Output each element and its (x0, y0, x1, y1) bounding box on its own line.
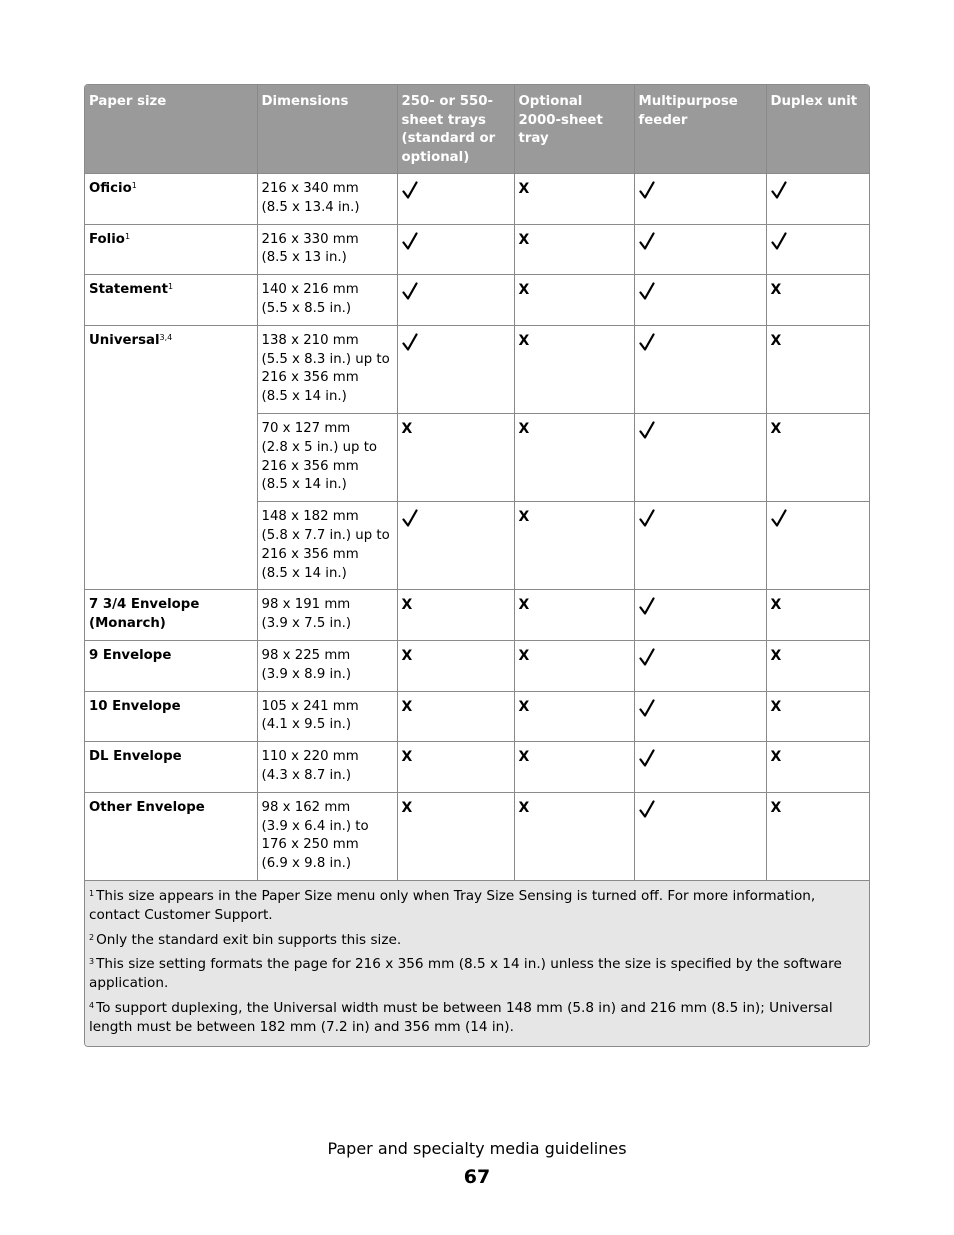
dimensions-cell (257, 640, 397, 691)
check-icon (639, 508, 655, 527)
paper-size-label: Folio (89, 231, 125, 247)
dimension-line: (5.8 x 7.7 in.) up to (261, 527, 390, 543)
dimension-line: (8.5 x 14 in.) (261, 565, 347, 581)
support-cell (766, 742, 869, 793)
check-icon (771, 508, 787, 527)
footnote-text: To support duplexing, the Universal width must be between 148 mm (5.8 in) and 216 mm (8.5 in); Universal length must be between 182 mm (7.2 in) and 356 mm (14 in). (89, 999, 833, 1035)
paper-size-cell (85, 792, 257, 880)
dimension-line: (3.9 x 8.9 in.) (261, 666, 352, 682)
support-cell (397, 640, 514, 691)
dimension-line: (8.5 x 13 in.) (261, 250, 347, 266)
table-row (85, 792, 869, 880)
footnote (89, 999, 865, 1037)
x-mark: X (401, 749, 413, 766)
dimension-line: (5.5 x 8.3 in.) up to (261, 351, 390, 367)
footnote-ref: 3,4 (159, 332, 173, 342)
dimension-line: 216 x 356 mm (261, 546, 359, 562)
x-mark: X (518, 749, 530, 766)
dimension-line: (8.5 x 13.4 in.) (261, 199, 360, 215)
support-cell (397, 792, 514, 880)
paper-size-label: 10 Envelope (89, 698, 181, 714)
paper-size-label: Oficio (89, 181, 132, 196)
x-mark: X (401, 647, 413, 664)
check-icon (402, 231, 418, 250)
table-row (85, 691, 869, 742)
x-mark: X (518, 799, 530, 816)
support-cell (634, 174, 766, 225)
check-icon (402, 180, 418, 199)
table-row (85, 590, 869, 641)
support-cell (634, 590, 766, 641)
support-cell (397, 691, 514, 742)
x-mark: X (770, 647, 782, 664)
check-icon (639, 231, 655, 250)
footer-section-title: Paper and specialty media guidelines (327, 1139, 627, 1158)
table-row (85, 325, 869, 413)
support-cell (397, 742, 514, 793)
dimension-line: 110 x 220 mm (261, 749, 359, 765)
dimension-line: 70 x 127 mm (261, 420, 351, 436)
check-icon (639, 420, 655, 439)
x-mark: X (401, 698, 413, 715)
paper-size-label: Universal (89, 332, 160, 348)
header-dimensions: Dimensions (257, 85, 397, 174)
dimension-line: (8.5 x 14 in.) (261, 389, 347, 405)
dimension-line: 138 x 210 mm (261, 332, 359, 348)
x-mark: X (401, 597, 413, 614)
dimension-line: 98 x 225 mm (261, 647, 351, 663)
check-icon (402, 508, 418, 527)
dimensions-cell (257, 275, 397, 326)
support-cell (634, 325, 766, 413)
support-cell (766, 590, 869, 641)
footnote (89, 955, 865, 993)
check-icon (639, 596, 655, 615)
support-cell (514, 325, 634, 413)
support-cell (634, 275, 766, 326)
dimension-line: 105 x 241 mm (261, 698, 359, 714)
support-cell (634, 792, 766, 880)
header-2000-sheet-tray: Optional 2000-sheet tray (514, 85, 634, 174)
paper-size-cell (85, 640, 257, 691)
check-icon (639, 698, 655, 717)
footnote-ref: 1 (131, 181, 137, 190)
footnotes-row (85, 880, 869, 1046)
x-mark: X (770, 332, 782, 349)
footnote-number: 4 (89, 1000, 95, 1010)
support-cell (514, 742, 634, 793)
footnote-ref: 1 (167, 282, 174, 292)
table-row (85, 174, 869, 225)
x-mark: X (770, 420, 782, 437)
support-cell (634, 502, 766, 590)
footnote-number: 3 (89, 957, 95, 967)
support-cell (766, 224, 869, 275)
table-row (85, 224, 869, 275)
paper-size-cell (85, 224, 257, 275)
dimension-line: 98 x 191 mm (261, 597, 351, 613)
paper-size-label: Statement (89, 282, 168, 298)
support-cell (766, 275, 869, 326)
dimension-line: (8.5 x 14 in.) (261, 477, 347, 493)
support-cell (514, 640, 634, 691)
table-header-row (85, 85, 869, 174)
footnote-number: 2 (89, 932, 95, 942)
table-row (85, 275, 869, 326)
header-standard-trays: 250- or 550-sheet trays (standard or optional) (397, 85, 514, 174)
dimension-line: (2.8 x 5 in.) up to (261, 439, 378, 455)
support-cell (514, 275, 634, 326)
support-cell (634, 691, 766, 742)
check-icon (639, 180, 655, 199)
dimension-line: (4.3 x 8.7 in.) (261, 767, 352, 783)
support-cell (397, 590, 514, 641)
support-cell (634, 640, 766, 691)
dimension-line: (4.1 x 9.5 in.) (261, 717, 352, 733)
support-cell (766, 640, 869, 691)
check-icon (771, 180, 787, 199)
check-icon (639, 799, 655, 818)
dimension-line: (6.9 x 9.8 in.) (261, 856, 352, 872)
dimension-line: (3.9 x 6.4 in.) to (261, 818, 369, 834)
paper-size-cell (85, 325, 257, 590)
header-paper-size: Paper size (85, 85, 257, 174)
support-cell (766, 502, 869, 590)
x-mark: X (518, 332, 530, 349)
support-cell (514, 691, 634, 742)
paper-size-cell (85, 742, 257, 793)
support-cell (397, 325, 514, 413)
dimension-line: 216 x 356 mm (261, 458, 359, 474)
support-cell (634, 742, 766, 793)
x-mark: X (518, 181, 530, 197)
x-mark: X (770, 749, 782, 766)
x-mark: X (518, 282, 530, 299)
paper-size-cell (85, 691, 257, 742)
support-cell (766, 691, 869, 742)
paper-size-label: 9 Envelope (89, 647, 172, 663)
table-row (85, 742, 869, 793)
x-mark: X (518, 509, 530, 526)
paper-size-label: 7 3/4 Envelope (Monarch) (89, 597, 200, 632)
footnote-number: 1 (89, 888, 95, 898)
dimensions-cell (257, 590, 397, 641)
support-cell (514, 792, 634, 880)
dimensions-cell (257, 691, 397, 742)
check-icon (402, 332, 418, 351)
check-icon (402, 281, 418, 300)
support-cell (397, 413, 514, 501)
check-icon (639, 332, 655, 351)
dimension-line: 216 x 330 mm (261, 231, 359, 247)
support-cell (397, 502, 514, 590)
x-mark: X (770, 282, 782, 299)
x-mark: X (518, 420, 530, 437)
footnote-text: Only the standard exit bin supports this size. (96, 931, 402, 948)
x-mark: X (770, 698, 782, 715)
x-mark: X (770, 799, 782, 816)
dimension-line: 148 x 182 mm (261, 509, 359, 525)
support-cell (766, 792, 869, 880)
check-icon (771, 231, 787, 250)
dimension-line: (5.5 x 8.5 in.) (261, 300, 352, 316)
paper-size-label: Other Envelope (89, 799, 205, 815)
dimensions-cell (257, 174, 397, 225)
support-cell (514, 502, 634, 590)
page-number: 67 (463, 1166, 491, 1188)
footnotes-cell (85, 880, 869, 1046)
table-row (85, 640, 869, 691)
x-mark: X (401, 799, 413, 816)
x-mark: X (518, 698, 530, 715)
x-mark: X (518, 597, 530, 614)
support-cell (514, 590, 634, 641)
footnote-ref: 1 (124, 231, 131, 241)
dimension-line: 98 x 162 mm (261, 799, 351, 815)
support-cell (634, 413, 766, 501)
dimensions-cell (257, 502, 397, 590)
footnote (89, 887, 865, 925)
check-icon (639, 748, 655, 767)
paper-size-cell (85, 174, 257, 225)
paper-size-cell (85, 590, 257, 641)
dimensions-cell (257, 224, 397, 275)
paper-size-table (84, 84, 870, 1047)
support-cell (397, 224, 514, 275)
dimensions-cell (257, 413, 397, 501)
x-mark: X (518, 647, 530, 664)
support-cell (766, 174, 869, 225)
header-duplex-unit: Duplex unit (766, 85, 869, 174)
dimensions-cell (257, 325, 397, 413)
paper-size-label: DL Envelope (89, 749, 182, 765)
dimension-line: (3.9 x 7.5 in.) (261, 616, 352, 632)
support-cell (397, 174, 514, 225)
dimension-line: 176 x 250 mm (261, 837, 359, 853)
support-cell (514, 224, 634, 275)
header-multipurpose-feeder: Multipurpose feeder (634, 85, 766, 174)
dimension-line: 216 x 356 mm (261, 370, 359, 386)
x-mark: X (770, 597, 782, 614)
support-cell (514, 413, 634, 501)
footnote (89, 931, 865, 950)
check-icon (639, 281, 655, 300)
support-cell (397, 275, 514, 326)
x-mark: X (401, 420, 413, 437)
dimension-line: 140 x 216 mm (261, 282, 359, 298)
dimensions-cell (257, 742, 397, 793)
support-cell (634, 224, 766, 275)
support-cell (766, 413, 869, 501)
x-mark: X (518, 231, 530, 248)
footnote-text: This size setting formats the page for 216 x 356 mm (8.5 x 14 in.) unless the size is specified by the software application. (89, 956, 842, 992)
paper-size-cell (85, 275, 257, 326)
footnote-text: This size appears in the Paper Size menu only when Tray Size Sensing is turned off. For more information, contact Customer Support. (89, 887, 816, 923)
dimension-line: 216 x 340 mm (261, 181, 359, 196)
support-cell (766, 325, 869, 413)
dimensions-cell (257, 792, 397, 880)
support-cell (514, 174, 634, 225)
check-icon (639, 647, 655, 666)
